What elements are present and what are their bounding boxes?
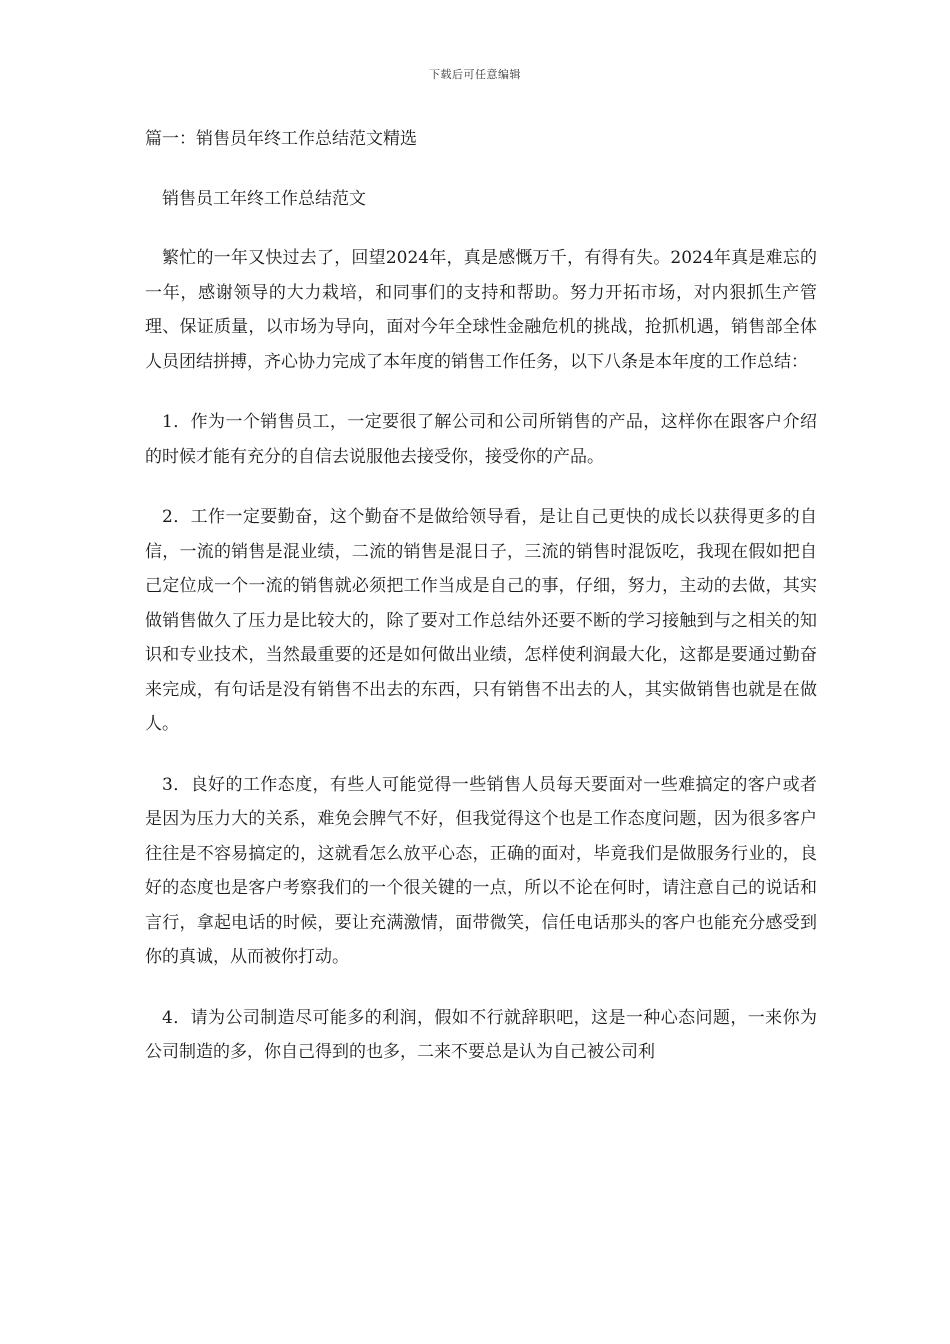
point-paragraph-4: 4．请为公司制造尽可能多的利润，假如不行就辞职吧，这是一种心态问题，一来你为公司制造的多，你自己得到的也多，二来不要总是认为自己被公司利 <box>145 1007 817 1062</box>
point-paragraph-1: 1．作为一个销售员工，一定要很了解公司和公司所销售的产品，这样你在跟客户介绍的时候才能有充分的自信去说服他去接受你，接受你的产品。 <box>145 412 817 467</box>
point-paragraph-3: 3．良好的工作态度，有些人可能觉得一些销售人员每天要面对一些难搞定的客户或者是因为压力大的关系，难免会脾气不好，但我觉得这个也是工作态度问题，因为很多客户往往是不容易搞定的，这就看怎么放平心态，正确的面对，毕竟我们是做服务行业的，良好的态度也是客户考察我们的一个很关键的一点，所以不论在何时，请注意自己的说话和言行，拿起电话的时候，要让充满激情，面带微笑，信任电话那头的客户也能充分感受到你的真诚，从而被你打动。 <box>145 774 817 967</box>
page-header: 下载后可任意编辑 <box>429 68 521 81</box>
document-title: 篇一：销售员年终工作总结范文精选 <box>145 129 417 149</box>
document-subtitle: 销售员工年终工作总结范文 <box>162 188 366 209</box>
intro-paragraph: 繁忙的一年又快过去了，回望2024年，真是感慨万千，有得有失。2024年真是难忘的一年，感谢领导的大力栽培，和同事们的支持和帮助。努力开拓市场，对内狠抓生产管理、保证质量，以市场为导向，面对今年全球性金融危机的挑战，抢抓机遇，销售部全体人员团结拼搏，齐心协力完成了本年度的销售工作任务，以下八条是本年度的工作总结： <box>145 248 817 372</box>
point-paragraph-2: 2．工作一定要勤奋，这个勤奋不是做给领导看，是让自己更快的成长以获得更多的自信，一流的销售是混业绩，二流的销售是混日子，三流的销售时混饭吃，我现在假如把自己定位成一个一流的销售就必须把工作当成是自己的事，仔细，努力，主动的去做，其实做销售做久了压力是比较大的，除了要对工作总结外还要不断的学习接触到与之相关的知识和专业技术，当然最重要的还是如何做出业绩，怎样使利润最大化，这都是要通过勤奋来完成，有句话是没有销售不出去的东西，只有销售不出去的人，其实做销售也就是在做人。 <box>145 507 817 734</box>
document-body <box>145 120 817 1070</box>
